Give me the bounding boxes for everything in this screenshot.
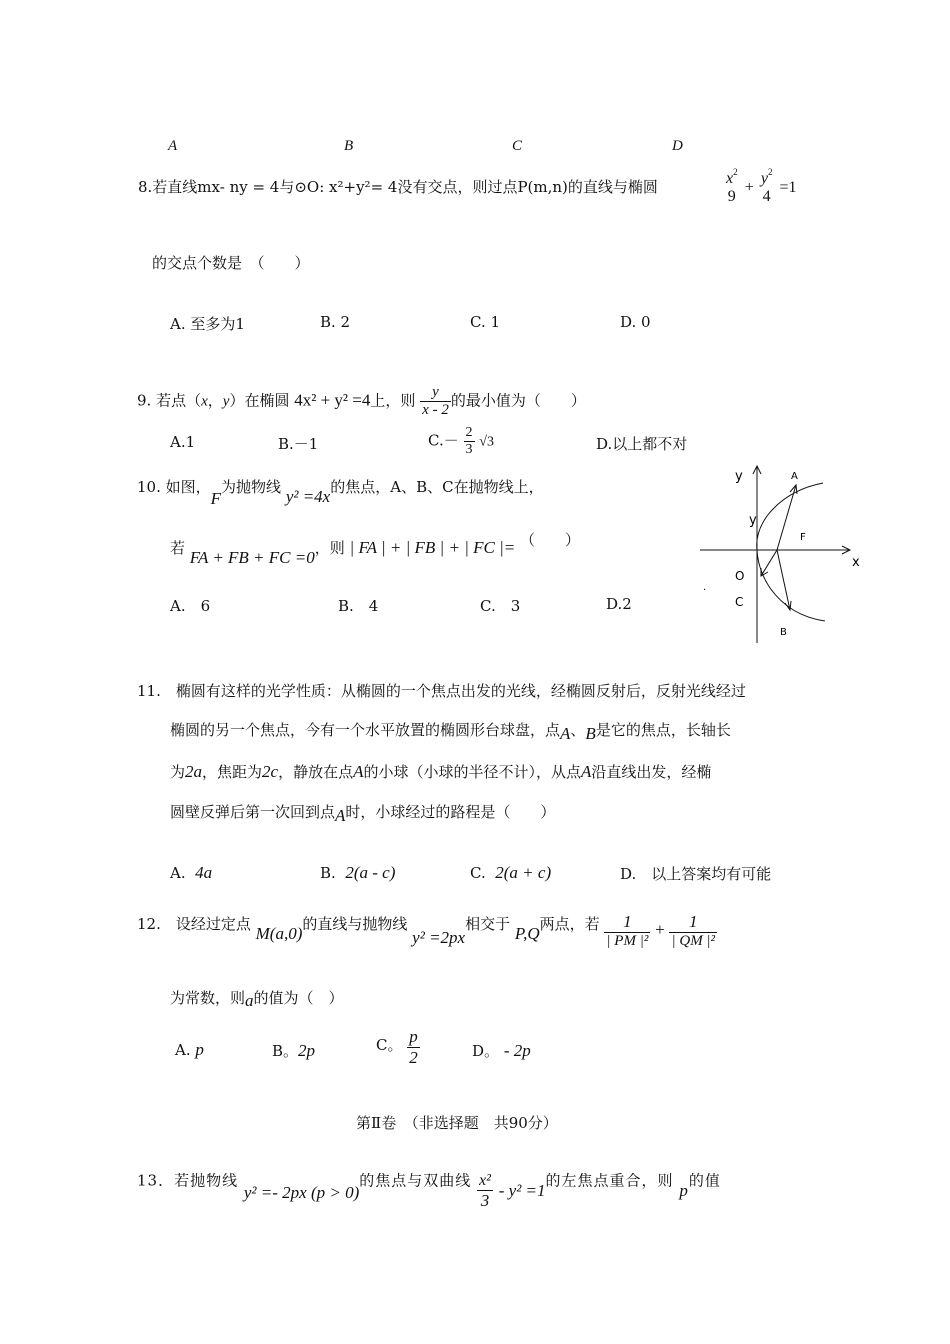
q7-option-d: D [672, 138, 683, 154]
q10-option-a: A. 6 [170, 597, 211, 615]
q10-abs-sum: | FA | + | FB | + | FC |= [349, 538, 516, 557]
q10-line1: 10. 如图，F为抛物线 y² =4x的焦点，A、B、C在抛物线上， [137, 478, 544, 508]
q11-option-b: B. 2(a - c) [320, 863, 396, 882]
q9-option-a: A.1 [170, 433, 196, 451]
q11-option-a: A. 4a [170, 863, 213, 882]
q9-ellipse: 4x² + y² =4 [294, 390, 371, 410]
q10-option-d: D.2 [606, 595, 632, 613]
q8-ellipse-eq: $x^2$ 9 + $y^2$ 4 =1 [726, 167, 797, 205]
q9-option-b: B.－1 [278, 435, 319, 453]
q12-option-c: C。 $\frac{p}{2}$ [376, 1027, 418, 1067]
q9-option-c: C.－ $\frac{2}{3}$ √3 [428, 425, 494, 457]
q11-line1: 11. 椭圆有这样的光学性质：从椭圆的一个焦点出发的光线，经椭圆反射后，反射光线经过 [137, 682, 746, 700]
q9-fraction: $\frac{y}{x - 2}$ [422, 384, 449, 418]
q8-option-c: C. 1 [470, 313, 501, 331]
q7-option-b: B [344, 138, 354, 154]
q8-line2: 的交点个数是 （ ） [152, 254, 310, 272]
q10-line2: 若 FA + FB + FC =0，则 | FA | + | FB | + | FC |= （ ） [170, 531, 581, 567]
ray-fc [761, 550, 777, 576]
q11-option-c: C. 2(a + c) [470, 863, 552, 882]
label-b: B [780, 627, 787, 638]
q11-line3: 为2a，焦距为2c，静放在点A的小球（小球的半径不计），从点A沿直线出发，经椭 [170, 762, 712, 781]
q11-line4: 圆壁反弹后第一次回到点A时，小球经过的路程是（ ） [170, 803, 556, 825]
label-y-mid: y [749, 513, 757, 528]
q9-option-d: D.以上都不对 [596, 435, 688, 453]
label-o: O [735, 569, 745, 583]
q8-text: 8.若直线mx- ny = 4与⊙O: x²+y²= 4没有交点，则过点P(m,n)的直线与椭圆 [138, 178, 658, 196]
q13-line: 13．若抛物线 y² =- 2px (p > 0)的焦点与双曲线 $\frac{\text{x²}}{3}$ - y² =1的左焦点重合，则 p的值 [137, 1171, 721, 1210]
label-y-top: y [735, 469, 743, 484]
q12-point-m: M(a,0) [255, 924, 303, 943]
q8-x: x [726, 170, 734, 187]
q9-line: 9. 若点（x，y）在椭圆 4x² + y² =4上，则 $\frac{y}{x - 2}$ 的最小值为（ ） [137, 384, 586, 418]
q12-option-a: A. p [175, 1040, 204, 1059]
q7-option-a: A [168, 138, 178, 154]
section-2-title: 第Ⅱ卷 （非选择题 共90分） [356, 1114, 558, 1132]
q8-option-a: A. 至多为1 [170, 315, 245, 333]
label-x: x [852, 555, 860, 570]
q12-line2: 为常数，则a的值为（ ） [170, 989, 344, 1010]
ray-fa [777, 485, 796, 550]
q10-option-b: B. 4 [338, 597, 379, 615]
label-f: F [800, 532, 806, 543]
q8-option-b: B. 2 [320, 313, 351, 331]
q12-option-d: D。 - 2p [472, 1041, 531, 1060]
q12-parabola: y² =2px [412, 928, 466, 947]
label-c: C [735, 595, 744, 609]
q8-option-d: D. 0 [620, 313, 651, 331]
q13-parabola: y² =- 2px (p > 0) [243, 1182, 360, 1202]
q11-line2: 椭圆的另一个焦点，今有一个水平放置的椭圆形台球盘，点A、B是它的焦点，长轴长 [170, 721, 731, 743]
q10-option-c: C. 3 [480, 597, 521, 615]
ray-fb [777, 550, 790, 610]
q7-option-c: C [512, 138, 523, 154]
q12-option-b: B。2p [272, 1041, 316, 1060]
q10-vector-sum: FA + FB + FC =0 [189, 548, 315, 567]
q10-parabola-figure [695, 458, 875, 648]
q10-parabola: y² =4x [285, 487, 331, 506]
q11-option-d: D. 以上答案均有可能 [620, 865, 772, 883]
stray-dot: . [703, 582, 707, 593]
label-a: A [791, 471, 798, 482]
q12-line1: 12. 设经过定点 M(a,0)的直线与抛物线 y² =2px相交于 P,Q两点，若 $\frac{1}{\text{| PM |²}}$ + $\frac{1}{\text{| QM |²}}$ [137, 912, 716, 949]
